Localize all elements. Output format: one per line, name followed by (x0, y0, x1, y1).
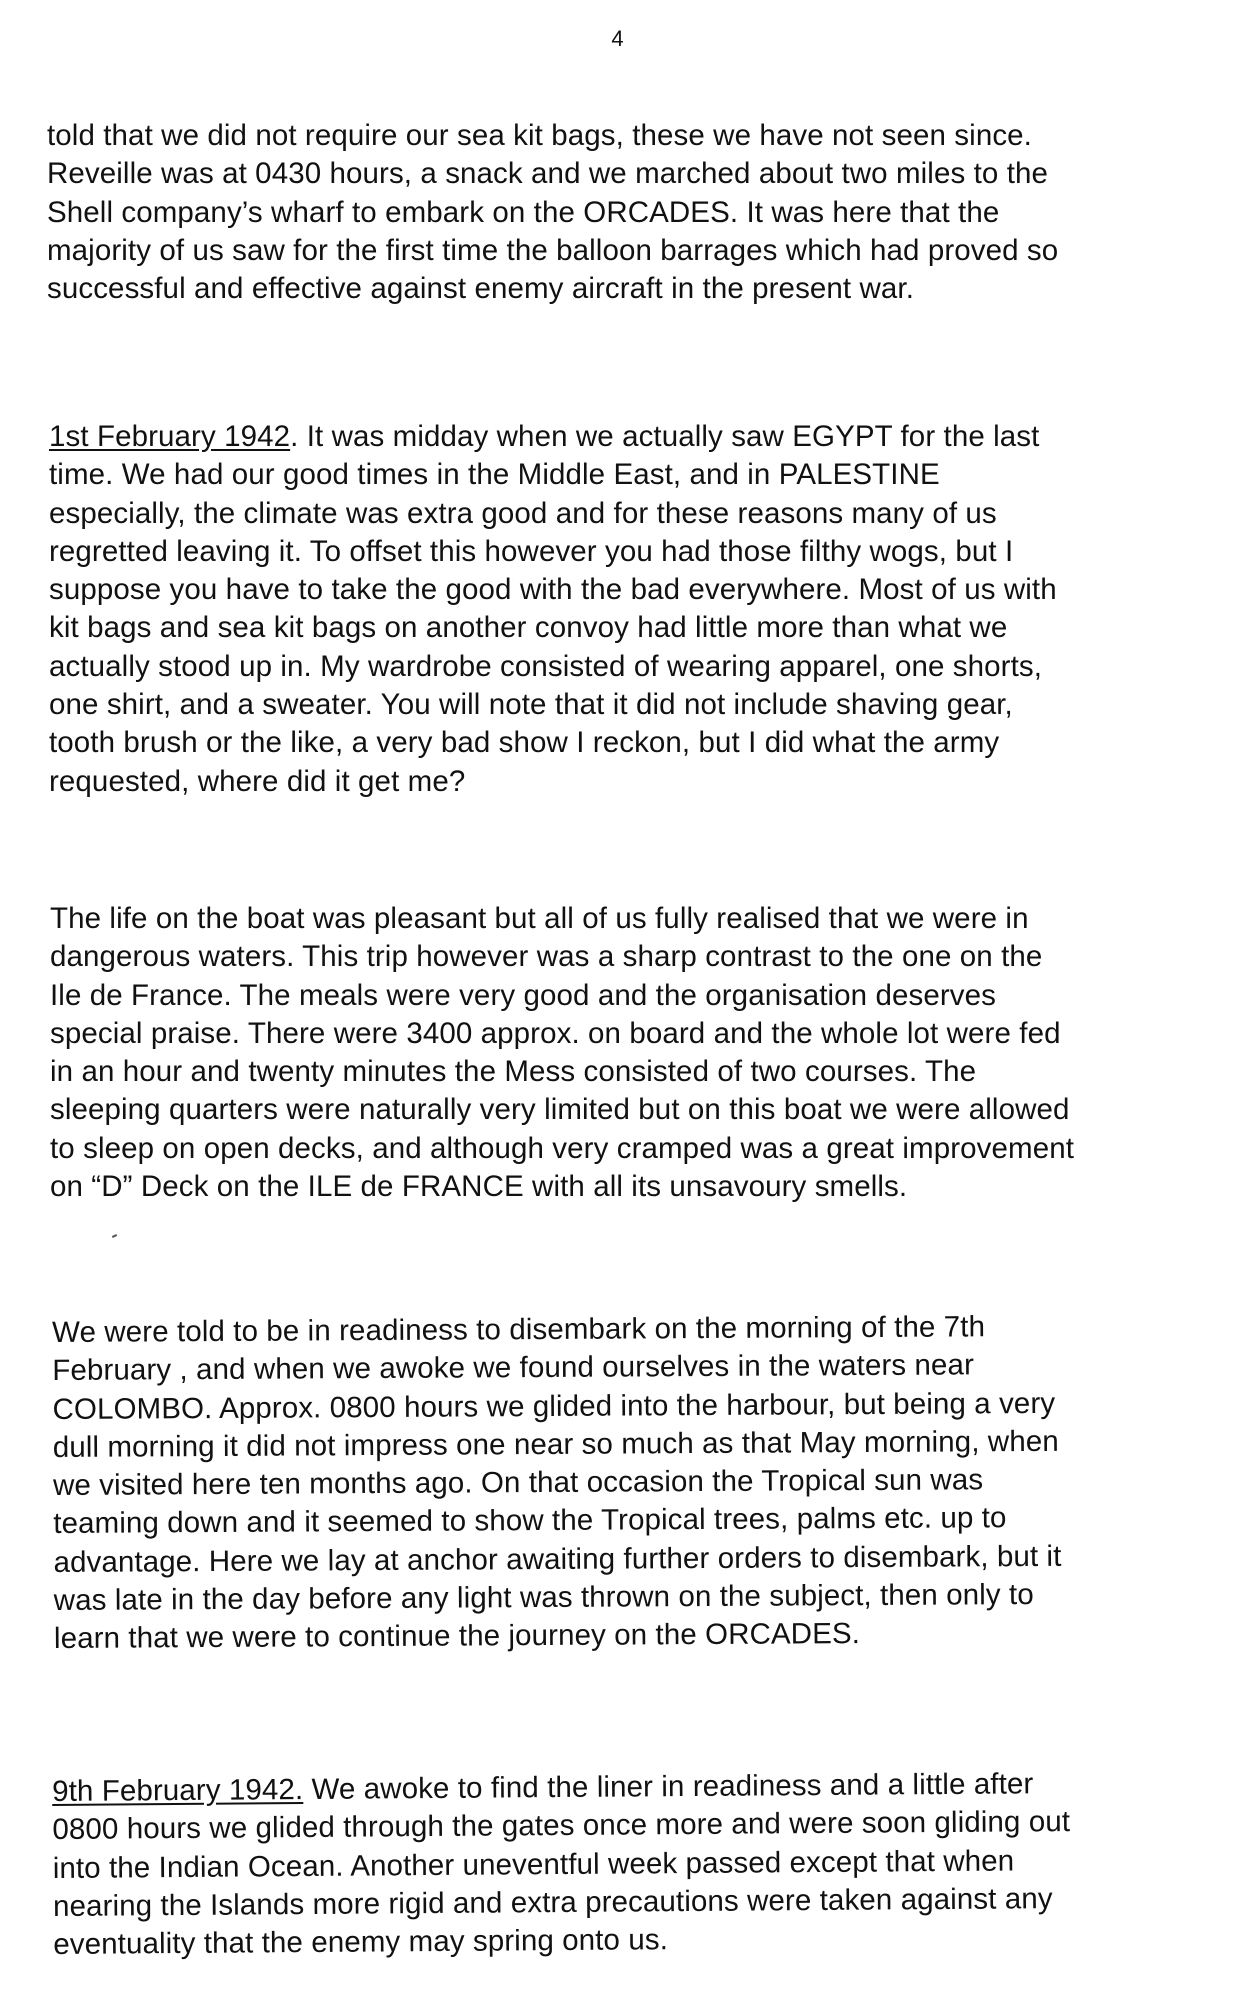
paragraph-colombo: We were told to be in readiness to disembark on the morning of the 7th February , and when we awoke we found ourselves in the waters near COLOMBO. Approx. 0800 hours we glided into the harbour, but being a very dull morning it did not impress one near so much as that May morning, when we visited here ten months ago. On that occasion the Tropical sun was teaming down and it seemed to show the Tropical trees, palms etc. up to advantage. Here we lay at anchor awaiting further orders to disembark, but it was late in the day before any light was thrown on the subject, then only to learn that we were to continue the journey on the ORCADES. (52, 1310, 1062, 1656)
paragraph-1st-february-1942 (49, 418, 1189, 801)
stray-pen-mark (112, 1234, 117, 1238)
page-number: 4 (611, 26, 624, 51)
paragraph-9th-february-1942 (52, 1764, 1193, 1964)
paragraph-life-on-boat: The life on the boat was pleasant but all of us fully realised that we were in dangerous waters. This trip however was a sharp contrast to the one on the Ile de France. The meals were very good and the organisation deserves special praise. There were 3400 approx. on board and the whole lot were fed in an hour and twenty minutes the Mess consisted of two courses. The sleeping quarters were naturally very limited but on this boat we were allowed to sleep on open decks, and although very cramped was a great improvement on “D” Deck on the ILE de FRANCE with all its unsavoury smells. (50, 902, 1074, 1204)
paragraph-body: We awoke to find the liner in readiness and a little after 0800 hours we glided through the gates once more and were soon gliding out into the Indian Ocean. Another uneventful week passed except that when nearing the Islands more rigid and extra precautions were taken against any eventuality that the enemy may spring onto us. (52, 1767, 1071, 1962)
date-heading: 9th February 1942. (52, 1773, 304, 1808)
paragraph-sea-kit-bags: told that we did not require our sea kit bags, these we have not seen since. Reveille was at 0430 hours, a snack and we marched about two miles to the Shell company’s wharf to embark on the ORCADES. It was here that the majority of us saw for the first time the balloon barrages which had proved so successful and effective against enemy aircraft in the present war. (47, 119, 1059, 306)
date-heading: 1st February 1942 (49, 420, 291, 453)
paragraph-body: . It was midday when we actually saw EGYPT for the last time. We had our good times in the Middle East, and in PALESTINE especially, the climate was extra good and for these reasons many of us regretted leaving it. To offset this however you had those filthy wogs, but I suppose you have to take the good with the bad everywhere. Most of us with kit bags and sea kit bags on another convoy had little more than what we actually stood up in. My wardrobe consisted of wearing apparel, one shorts, one shirt, and a sweater. You will note that it did not include shaving gear, tooth brush or the like, a very bad show I reckon, but I did what the army requested, where did it get me? (49, 420, 1057, 798)
